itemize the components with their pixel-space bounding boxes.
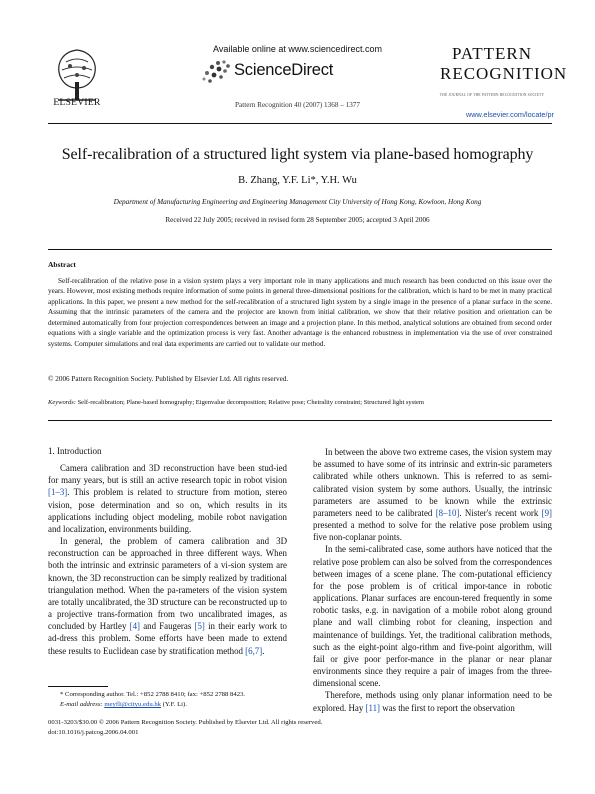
body-column-right	[313, 446, 552, 714]
abstract-text: Self-recalibration of the relative pose in a vision system plays a very important role in many applications and much research has been conducted on this issue over the years. However, most existing methods require information of some points in general three-dimensional positions for the calibration, which is hard to be met in many practical applications. In this paper, we present a new method for the self-recalibration of a structured light system by a single image in the presence of a planar surface in the scene. Assuming that the intrinsic parameters of the camera and the projector are known from initial calibration, we show that their relative position and orientation can be determined automatically from four projection correspondences between an image and a projection plane. In this method, analytical solutions are obtained from second order equations with a single variable and the optimization process is very fast. Another advantage is the enhanced robustness in implementation via the use of over constrained systems. Computer simulations and real data experiments are carried out to validate our method.	[48, 277, 552, 348]
paragraph: In between the above two extreme cases, the vision system may be assumed to have some of its intrinsic and extrin-sic parameters calibrated while others unknown. This is referred to as semi-calibrated vision system by some authors. Usually, the intrinsic parameters are assumed to be known while the extrinsic parameters need to be calibrated [8–10]. Nister's recent work [9] presented a method to solve for the relative pose problem using five non-coplanar points.	[313, 447, 552, 543]
footnote-email: E-mail address: meyfli@cityu.edu.hk (Y.F. Li).	[60, 701, 187, 708]
citation-link[interactable]: [6,7]	[245, 645, 263, 656]
keywords-list: Self-recalibration; Plane-based homography; Eigenvalue decomposition; Relative pose; Cheirality constraint; Structured light system	[77, 399, 424, 406]
article-dates: Received 22 July 2005; received in revised form 28 September 2005; accepted 3 April 2006	[165, 216, 430, 224]
journal-subtitle: THE JOURNAL OF THE PATTERN RECOGNITION SOCIETY	[439, 93, 545, 97]
citation-link[interactable]: [4]	[129, 621, 140, 632]
available-online-text[interactable]: Available online at www.sciencedirect.com	[213, 44, 382, 54]
keywords-label: Keywords:	[48, 399, 76, 406]
footnote-divider	[48, 686, 108, 687]
section-heading: 1. Introduction	[48, 446, 102, 456]
paragraph: Camera calibration and 3D reconstruction have been stud-ied for many years, but is still an active research topic in robot vision [1–3]. This problem is related to structure from motion, stereo vision, pose determination and so on, which results in its applications including object modeling, mobile robot navigation and localization, environments building.	[48, 463, 287, 534]
article-title: Self-recalibration of a structured light system via plane-based homography	[61, 146, 534, 163]
citation-link[interactable]: [1–3]	[48, 487, 68, 498]
keywords	[48, 399, 552, 406]
journal-title-line2: RECOGNITION	[440, 64, 568, 83]
email-link[interactable]: meyfli@cityu.edu.hk	[104, 701, 162, 708]
publisher-name: ELSEVIER	[53, 98, 101, 108]
issn-line: 0031-3203/$30.00 © 2006 Pattern Recognition Society. Published by Elsevier Ltd. All rights reserved.	[48, 719, 323, 726]
abstract-bottom-divider	[48, 420, 552, 421]
abstract-heading: Abstract	[48, 260, 76, 269]
citation-link[interactable]: [5]	[194, 621, 205, 632]
body-column-left	[48, 457, 287, 657]
paragraph: In the semi-calibrated case, some authors have noticed that the relative pose problem can also be solved from the correspondences between images of a scene plane. The com-putational efficiency for the pose problem is of critical impor-tance in robotic applications. Planar surfaces are encoun-tered frequently in some robotic tasks, e.g. in navigation of a mobile robot along ground plane and wall climbing robot for cleaning, inspection and maintenance of buildings. Yet, the traditional calibration methods, such as the eight-point algo-rithm and five-point algorithm, will fail or give poor perfor-mance in the planar or near planar environments since they require a pair of images from the three-dimensional scene.	[313, 544, 552, 689]
doi-line[interactable]: doi:10.1016/j.patcog.2006.04.001	[48, 729, 139, 736]
abstract-top-divider	[48, 249, 552, 250]
article-authors: B. Zhang, Y.F. Li*, Y.H. Wu	[238, 175, 357, 186]
bottom-info	[48, 718, 322, 738]
footnote-contact: * Corresponding author. Tel.: +852 2788 8410; fax: +852 2788 8423.	[60, 691, 246, 698]
journal-reference: Pattern Recognition 40 (2007) 1368 – 1377	[235, 101, 360, 109]
journal-url-link[interactable]: www.elsevier.com/locate/pr	[465, 110, 554, 119]
sciencedirect-logo-text: ScienceDirect	[234, 61, 334, 79]
journal-title	[440, 44, 568, 84]
footnote	[48, 690, 287, 710]
author-affiliation: Department of Manufacturing Engineering and Engineering Management City University of Hong Kong, Kowloon, Hong Kong	[113, 198, 482, 206]
abstract-copyright: © 2006 Pattern Recognition Society. Published by Elsevier Ltd. All rights reserved.	[48, 375, 289, 383]
journal-title-line1: PATTERN	[451, 44, 533, 63]
paragraph: Therefore, methods using only planar information need to be explored. Hay [11] was the first to report the observation	[313, 690, 552, 713]
citation-link[interactable]: [8–10]	[435, 507, 460, 518]
header-divider	[48, 123, 552, 124]
citation-link[interactable]: [9]	[541, 507, 552, 518]
paragraph: In general, the problem of camera calibration and 3D reconstruction can be approached in three different ways. When both the intrinsic and extrinsic parameters of a vi-sion system are known, the 3D reconstruction can be simply realized by traditional triangulation method. When the pa-rameters of the vision system are totally uncalibrated, the 3D structure can be reconstructed up to a projective trans-formation from two uncalibrated images, as concluded by Hartley [4] and Faugeras [5] in their early work to ad-dress this problem. Some efforts have been made to extend these results to Euclidean case by stratification method [6,7].	[48, 536, 287, 656]
abstract-body	[48, 276, 552, 349]
citation-link[interactable]: [11]	[365, 702, 380, 713]
